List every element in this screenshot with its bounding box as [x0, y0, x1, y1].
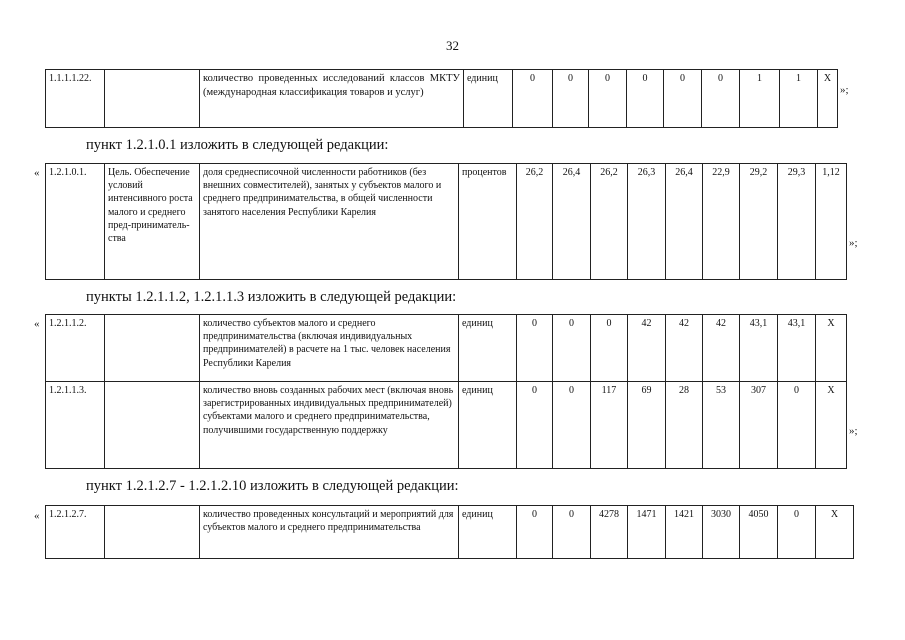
section-heading: пункт 1.2.1.2.7 - 1.2.1.2.10 изложить в следующей редакции:: [86, 478, 459, 494]
value-cell: 28: [666, 382, 703, 469]
row-indicator: количество субъектов малого и среднего предпринимательства (включая индивидуальных предпринимателей) в расчете на 1 тыс. человек населения Республики Карелия: [200, 315, 459, 382]
section-heading: пункты 1.2.1.1.2, 1.2.1.1.3 изложить в следующей редакции:: [86, 289, 457, 305]
open-quote: «: [34, 167, 40, 179]
table-row: [46, 382, 847, 469]
value-cell: 1: [740, 70, 780, 128]
row-goal: [105, 70, 200, 128]
close-quote: »;: [849, 237, 858, 249]
row-code: 1.2.1.2.7.: [46, 506, 105, 559]
value-cell: 0: [553, 506, 591, 559]
value-cell: 0: [664, 70, 702, 128]
value-cell: 1: [780, 70, 818, 128]
value-cell: 0: [517, 506, 553, 559]
open-quote: «: [34, 318, 40, 330]
value-cell: 0: [553, 70, 589, 128]
row-goal: [105, 506, 200, 559]
value-cell: 3030: [703, 506, 740, 559]
value-cell: 42: [628, 315, 666, 382]
row-indicator: количество вновь созданных рабочих мест (включая вновь зарегистрированных индивидуальных предпринимателей) субъектами малого и среднего предпринимательства, получившими государственную поддержку: [200, 382, 459, 469]
row-code: 1.2.1.1.3.: [46, 382, 105, 469]
section-heading: пункт 1.2.1.0.1 изложить в следующей редакции:: [86, 137, 389, 153]
open-quote: «: [34, 510, 40, 522]
value-cell: X: [816, 382, 847, 469]
table-1: [45, 69, 838, 128]
row-unit: единиц: [459, 315, 517, 382]
value-cell: 4278: [591, 506, 628, 559]
value-cell: 4050: [740, 506, 778, 559]
value-cell: 26,4: [553, 164, 591, 280]
value-cell: 117: [591, 382, 628, 469]
value-cell: 307: [740, 382, 778, 469]
row-indicator: количество проведенных консультаций и мероприятий для субъектов малого и среднего предпринимательства: [200, 506, 459, 559]
value-cell: 26,2: [591, 164, 628, 280]
row-indicator: количество проведенных исследований классов МКТУ (международная классификация товаров и услуг): [200, 70, 464, 128]
value-cell: 0: [627, 70, 664, 128]
value-cell: 0: [553, 382, 591, 469]
value-cell: X: [816, 506, 854, 559]
row-code: 1.2.1.0.1.: [46, 164, 105, 280]
value-cell: 0: [589, 70, 627, 128]
value-cell: 0: [702, 70, 740, 128]
table-4: [45, 505, 854, 559]
value-cell: 69: [628, 382, 666, 469]
value-cell: 0: [778, 506, 816, 559]
value-cell: 0: [778, 382, 816, 469]
value-cell: 26,3: [628, 164, 666, 280]
value-cell: 0: [553, 315, 591, 382]
table-3: [45, 314, 847, 469]
value-cell: 29,2: [740, 164, 778, 280]
table-row: [46, 70, 838, 128]
table-row: [46, 315, 847, 382]
value-cell: 26,4: [666, 164, 703, 280]
row-code: 1.2.1.1.2.: [46, 315, 105, 382]
row-indicator: доля среднесписочной численности работников (без внешних совместителей), занятых у субъектов малого и среднего предпринимательства, в общей численности занятого населения Республики Карелия: [200, 164, 459, 280]
row-unit: процентов: [459, 164, 517, 280]
value-cell: 53: [703, 382, 740, 469]
value-cell: 0: [591, 315, 628, 382]
close-quote: »;: [849, 425, 858, 437]
row-code: 1.1.1.1.22.: [46, 70, 105, 128]
row-unit: единиц: [459, 506, 517, 559]
value-cell: X: [816, 315, 847, 382]
page-number: 32: [446, 38, 459, 53]
table-row: [46, 164, 847, 280]
value-cell: 42: [703, 315, 740, 382]
value-cell: 1,12: [816, 164, 847, 280]
value-cell: 26,2: [517, 164, 553, 280]
value-cell: 43,1: [740, 315, 778, 382]
value-cell: 42: [666, 315, 703, 382]
value-cell: 29,3: [778, 164, 816, 280]
value-cell: 0: [517, 315, 553, 382]
value-cell: X: [818, 70, 838, 128]
value-cell: 0: [513, 70, 553, 128]
row-goal: [105, 382, 200, 469]
table-row: [46, 506, 854, 559]
row-goal: Цель. Обеспечение условий интенсивного роста малого и среднего пред-приниматель-ства: [105, 164, 200, 280]
value-cell: 1421: [666, 506, 703, 559]
table-2: [45, 163, 847, 280]
row-unit: единиц: [464, 70, 513, 128]
value-cell: 43,1: [778, 315, 816, 382]
value-cell: 1471: [628, 506, 666, 559]
value-cell: 22,9: [703, 164, 740, 280]
row-unit: единиц: [459, 382, 517, 469]
row-goal: [105, 315, 200, 382]
value-cell: 0: [517, 382, 553, 469]
close-quote: »;: [840, 84, 849, 96]
